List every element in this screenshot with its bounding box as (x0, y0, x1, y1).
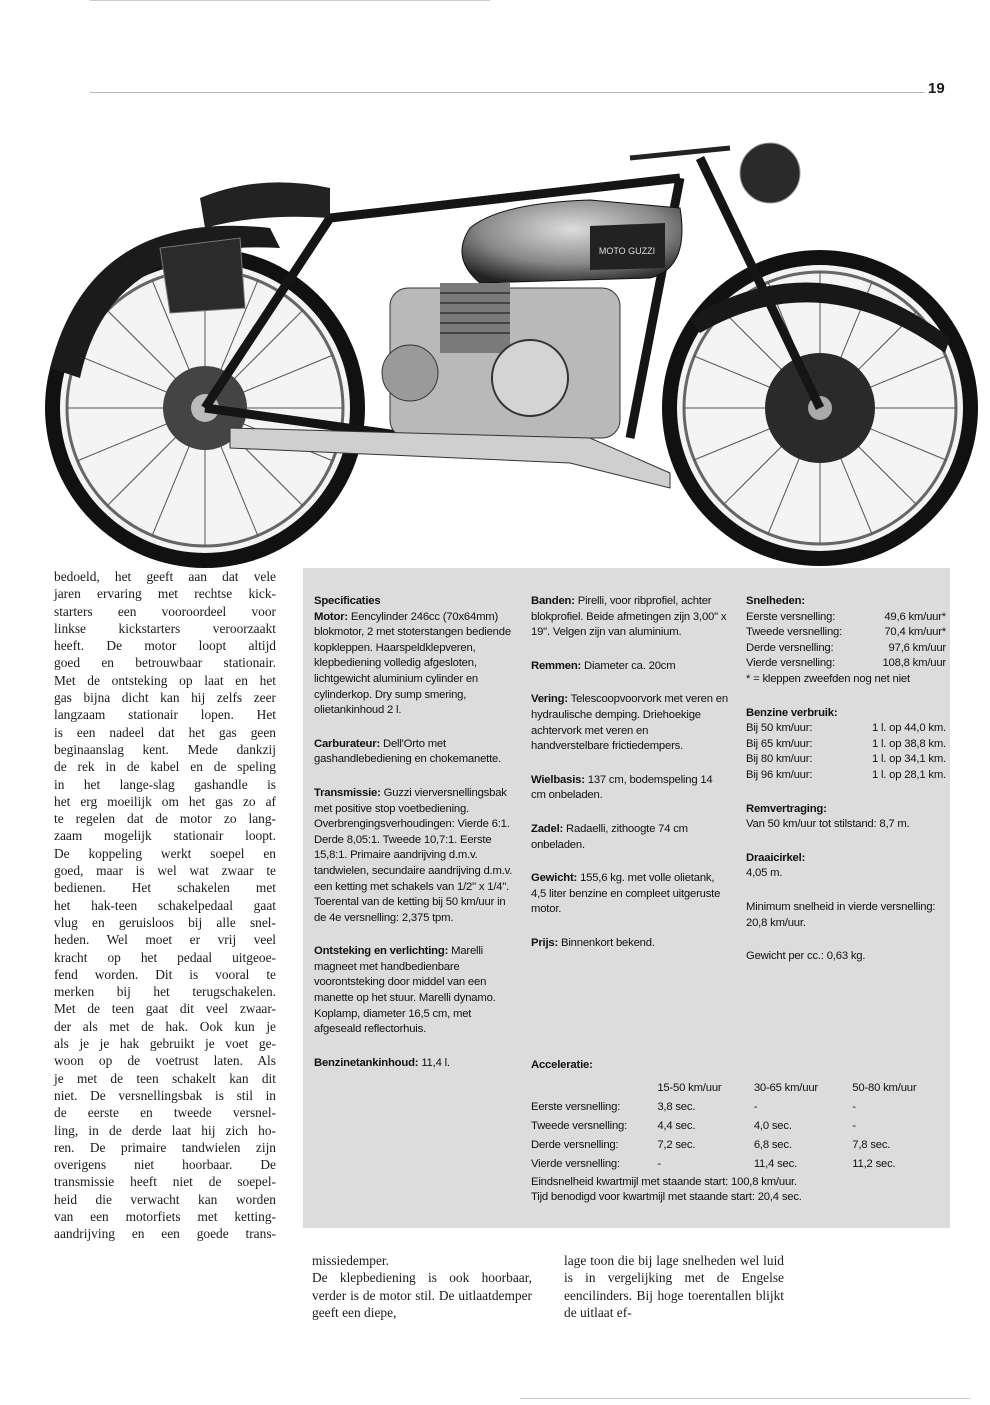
acceleration-header: 30-65 km/uur (753, 1082, 818, 1095)
text-line: starters een vooroordeel voor (54, 603, 276, 619)
fuel-label: Bij 96 km/uur: (746, 768, 813, 781)
acceleration-section (531, 1058, 941, 1206)
paragraph: De klepbediening is ook hoorbaar, verder is de motor stil. De uitlaatdemper geeft een diepe, (312, 1270, 532, 1320)
text-line: overigens niet hoorbaar. De (54, 1157, 276, 1173)
text-line: de rek in de kabel en de speling (54, 759, 276, 775)
spec-weight: Gewicht: 155,6 kg. met volle olietank, 4,5 liter benzine en compleet uitgeruste motor. (531, 872, 721, 916)
text-line: als je je hak gebruikt je voet ge- (54, 1036, 276, 1052)
speeds-list (746, 610, 946, 672)
fuel-title: Benzine verbruik: (746, 706, 838, 719)
text-line: transmissie heeft niet de soepel- (54, 1174, 276, 1190)
acceleration-row (531, 1118, 941, 1137)
main-text-column (54, 568, 276, 1243)
text-line: heeft. De motor loopt altijd (54, 638, 276, 654)
header-rule (90, 92, 925, 93)
text-line: bedienen. Het schakelen met (54, 880, 276, 896)
text-line: Met de ontsteking op laat en het (54, 672, 276, 688)
paragraph: lage toon die bij lage snelheden wel luid is in vergelijking met de Engelse eencilinders. Bij hoge toerentallen blijkt de uitlaat ef- (564, 1253, 784, 1320)
text-line: de eerste en tweede versnel- (54, 1105, 276, 1121)
speeds-label: Tweede versnelling: (746, 626, 843, 639)
text-line: merken bij het terugschakelen. (54, 984, 276, 1000)
fuel-row (746, 721, 946, 737)
acceleration-table (531, 1080, 941, 1175)
speeds-row (746, 641, 946, 657)
fuel-value: 1 l. op 38,8 km. (871, 737, 946, 750)
motorcycle-photo (30, 118, 980, 578)
text-line: heid die verwacht kan worden (54, 1191, 276, 1207)
text-line: gas bijna dicht kan hij zelfs zeer (54, 690, 276, 706)
spec-wheelbase: Wielbasis: 137 cm, bodemspeling 14 cm onbeladen. (531, 773, 713, 802)
text-line: van een motorfiets met ketting- (54, 1208, 276, 1224)
speeds-row (746, 610, 946, 626)
braking-text: Van 50 km/uur tot stilstand: 8,7 m. (746, 818, 910, 831)
headlamp (740, 143, 800, 203)
engine (382, 283, 620, 438)
handlebar (630, 148, 730, 158)
acceleration-cell: - (852, 1120, 856, 1133)
acceleration-title: Acceleratie: (531, 1059, 593, 1071)
text-line: goed en betrouwbaar stationair. (54, 655, 276, 671)
text-line: bedoeld, het geeft aan dat vele (54, 569, 276, 584)
acceleration-header: 50-80 km/uur (852, 1082, 917, 1095)
text-line: zaam mogelijk stationair loopt. (54, 828, 276, 844)
speeds-value: 97,6 km/uur (888, 641, 946, 654)
fuel-value: 1 l. op 28,1 km. (871, 768, 946, 781)
paragraph: missiedemper. (312, 1253, 389, 1268)
spec-carburettor: Carburateur: Dell'Orto met gashandlebediening en chokemanette. (314, 737, 502, 766)
text-line: jaren ervaring met rechtse kick- (54, 586, 276, 602)
text-line: linkse kickstarters veroorzaakt (54, 620, 276, 636)
acceleration-cell: - (753, 1101, 758, 1114)
acceleration-cell: 7,2 sec. (657, 1139, 696, 1152)
acceleration-cell: 4,4 sec. (657, 1120, 696, 1133)
acceleration-cell: 7,8 sec. (852, 1139, 891, 1152)
speeds-value: 108,8 km/uur (882, 657, 946, 670)
acceleration-header (531, 1080, 657, 1099)
text-line: het hak-teen schakelpedaal gaat (54, 897, 276, 913)
page-number: 19 (928, 80, 945, 97)
spec-tires: Banden: Pirelli, voor ribprofiel, achter blokprofiel. Beide afmetingen zijn 3,00" x 19". Velgen zijn van aluminium. (531, 595, 727, 639)
weight-per-cc: Gewicht per cc.: 0,63 kg. (746, 950, 866, 963)
speeds-note: * = kleppen zweefden nog net niet (746, 672, 910, 685)
speeds-row (746, 656, 946, 672)
fuel-label: Bij 65 km/uur: (746, 737, 813, 750)
acceleration-header-row (531, 1080, 941, 1099)
text-line: in het lange-slag gashandle is (54, 776, 276, 792)
speeds-value: 70,4 km/uur* (884, 626, 946, 639)
text-line: beginaanslag kent. Mede dankzij (54, 741, 276, 757)
acceleration-header: 15-50 km/uur (657, 1082, 722, 1095)
text-line: kracht op het pedaal uitgeoe- (54, 949, 276, 965)
text-line: goed, maar is wel wat zwaar te (54, 863, 276, 879)
spec-seat: Zadel: Radaelli, zithoogte 74 cm onbeladen. (531, 822, 688, 851)
spec-ignition: Ontsteking en verlichting: Marelli magneet met handbedienbare voorontsteking door middel van een manette op het stuur. Marelli dynamo. Koplamp, diameter 16,5 cm, met afgeseald reflectorhuis. (314, 945, 496, 1036)
turning-text: 4,05 m. (746, 867, 783, 880)
turning-title: Draaicirkel: (746, 851, 806, 864)
bottom-text-column-1 (312, 1252, 532, 1321)
fuel-value: 1 l. op 34,1 km. (871, 753, 946, 766)
text-line: is een nadeel dat het gas geen (54, 724, 276, 740)
acceleration-row (531, 1137, 941, 1156)
text-line: De koppeling werkt soepel en (54, 845, 276, 861)
text-line: aandrijving en een goede trans- (54, 1226, 276, 1242)
speeds-label: Derde versnelling: (746, 641, 834, 654)
text-line: ling, in de derde laat hij zich ho- (54, 1122, 276, 1138)
spec-suspension: Vering: Telescoopvoorvork met veren en hydraulische demping. Driehoekige achtervork met veren en handverstelbare frictiedempers. (531, 693, 728, 753)
text-line: niet. De versnellingsbak is stil in (54, 1087, 276, 1103)
braking-title: Remvertraging: (746, 802, 827, 815)
speeds-label: Eerste versnelling: (746, 610, 836, 623)
text-line: fend worden. Dit is vooral te (54, 966, 276, 982)
text-line: te regelen dat de motor zo lang- (54, 811, 276, 827)
text-line: het erg moeilijk om het gas zo af (54, 793, 276, 809)
acceleration-cell: Tweede versnelling: (531, 1120, 628, 1133)
acceleration-cell: - (657, 1158, 661, 1171)
text-line: woon op de voetrust laten. Als (54, 1053, 276, 1069)
acceleration-cell: 11,2 sec. (852, 1158, 896, 1171)
speeds-value: 49,6 km/uur* (884, 610, 946, 623)
fuel-row (746, 768, 946, 784)
spec-tank: Benzinetankinhoud: 11,4 l. (314, 1056, 450, 1069)
min-speed-text: Minimum snelheid in vierde versnelling: 20,8 km/uur. (746, 900, 936, 929)
spec-column-3 (746, 594, 946, 983)
text-line: je met de teen schakelt kan dit (54, 1070, 276, 1086)
fuel-value: 1 l. op 44,0 km. (871, 722, 946, 735)
text-line: heden. Wel moet er vrij veel (54, 932, 276, 948)
acceleration-cell: 3,8 sec. (657, 1101, 696, 1114)
acceleration-cell: 4,0 sec. (753, 1120, 792, 1133)
toolbox (160, 238, 245, 313)
spec-column-2 (531, 594, 729, 970)
bottom-text-column-2 (564, 1252, 784, 1321)
speeds-title: Snelheden: (746, 595, 805, 607)
bottom-edge-line (520, 1398, 970, 1399)
spec-brakes: Remmen: Diameter ca. 20cm (531, 659, 676, 672)
acceleration-cell: Eerste versnelling: (531, 1101, 621, 1114)
text-line: langzaam stationair lopen. Het (54, 707, 276, 723)
acceleration-cell: 11,4 sec. (753, 1158, 798, 1171)
saddle (200, 182, 330, 228)
spec-transmission: Transmissie: Guzzi vierversnellingsbak met positive stop voetbediening. Overbrengingsverhoudingen: Vierde 6:1. Derde 8,05:1. Tweede 10,7:1. Eerste 15,8:1. Primaire aandrijving d.m.v. tandwielen, secundaire aandrijving d.m.v. een ketting met schakels van 1/2" x 1/4". Toerental van de ketting bij 50 km/uur in de 4e versnelling: 2,375 tpm. (314, 786, 513, 924)
text-line: vlug en geruisloos bij alle snel- (54, 914, 276, 930)
quarter-mile-speed: Eindsnelheid kwartmijl met staande start: 100,8 km/uur. (531, 1175, 797, 1188)
acceleration-row (531, 1156, 941, 1175)
text-line: der als met de hak. Ook kun je (54, 1018, 276, 1034)
acceleration-cell: Derde versnelling: (531, 1139, 619, 1152)
acceleration-cell: 6,8 sec. (753, 1139, 792, 1152)
tank-logo-text: MOTO GUZZI (598, 246, 656, 256)
spec-title: Specificaties (314, 595, 381, 607)
acceleration-cell: - (852, 1101, 856, 1114)
acceleration-cell: Vierde versnelling: (531, 1158, 620, 1171)
fuel-row (746, 752, 946, 768)
spec-price: Prijs: Binnenkort bekend. (531, 936, 655, 949)
top-edge-line (90, 0, 490, 1)
text-line: Met de teen gaat dit veel zwaar- (54, 1001, 276, 1017)
speeds-row (746, 625, 946, 641)
fuel-label: Bij 80 km/uur: (746, 753, 813, 766)
spec-column-1 (314, 594, 514, 1089)
fuel-row (746, 737, 946, 753)
acceleration-row (531, 1099, 941, 1118)
fuel-label: Bij 50 km/uur: (746, 722, 813, 735)
quarter-mile-time: Tijd benodigd voor kwartmijl met staande start: 20,4 sec. (531, 1191, 802, 1204)
text-line: ren. De primaire tandwielen zijn (54, 1139, 276, 1155)
spec-motor: Motor: Eencylinder 246cc (70x64mm) blokmotor, 2 met stoterstangen bediende kopkleppen. Haarspeldklepveren, klepbediening volledig afgesloten, lichtgewicht aluminium cylinder en cylinderkop. Dry sump smering, olietankinhoud 2 l. (314, 610, 511, 717)
fuel-list (746, 721, 946, 783)
speeds-label: Vierde versnelling: (746, 657, 835, 670)
